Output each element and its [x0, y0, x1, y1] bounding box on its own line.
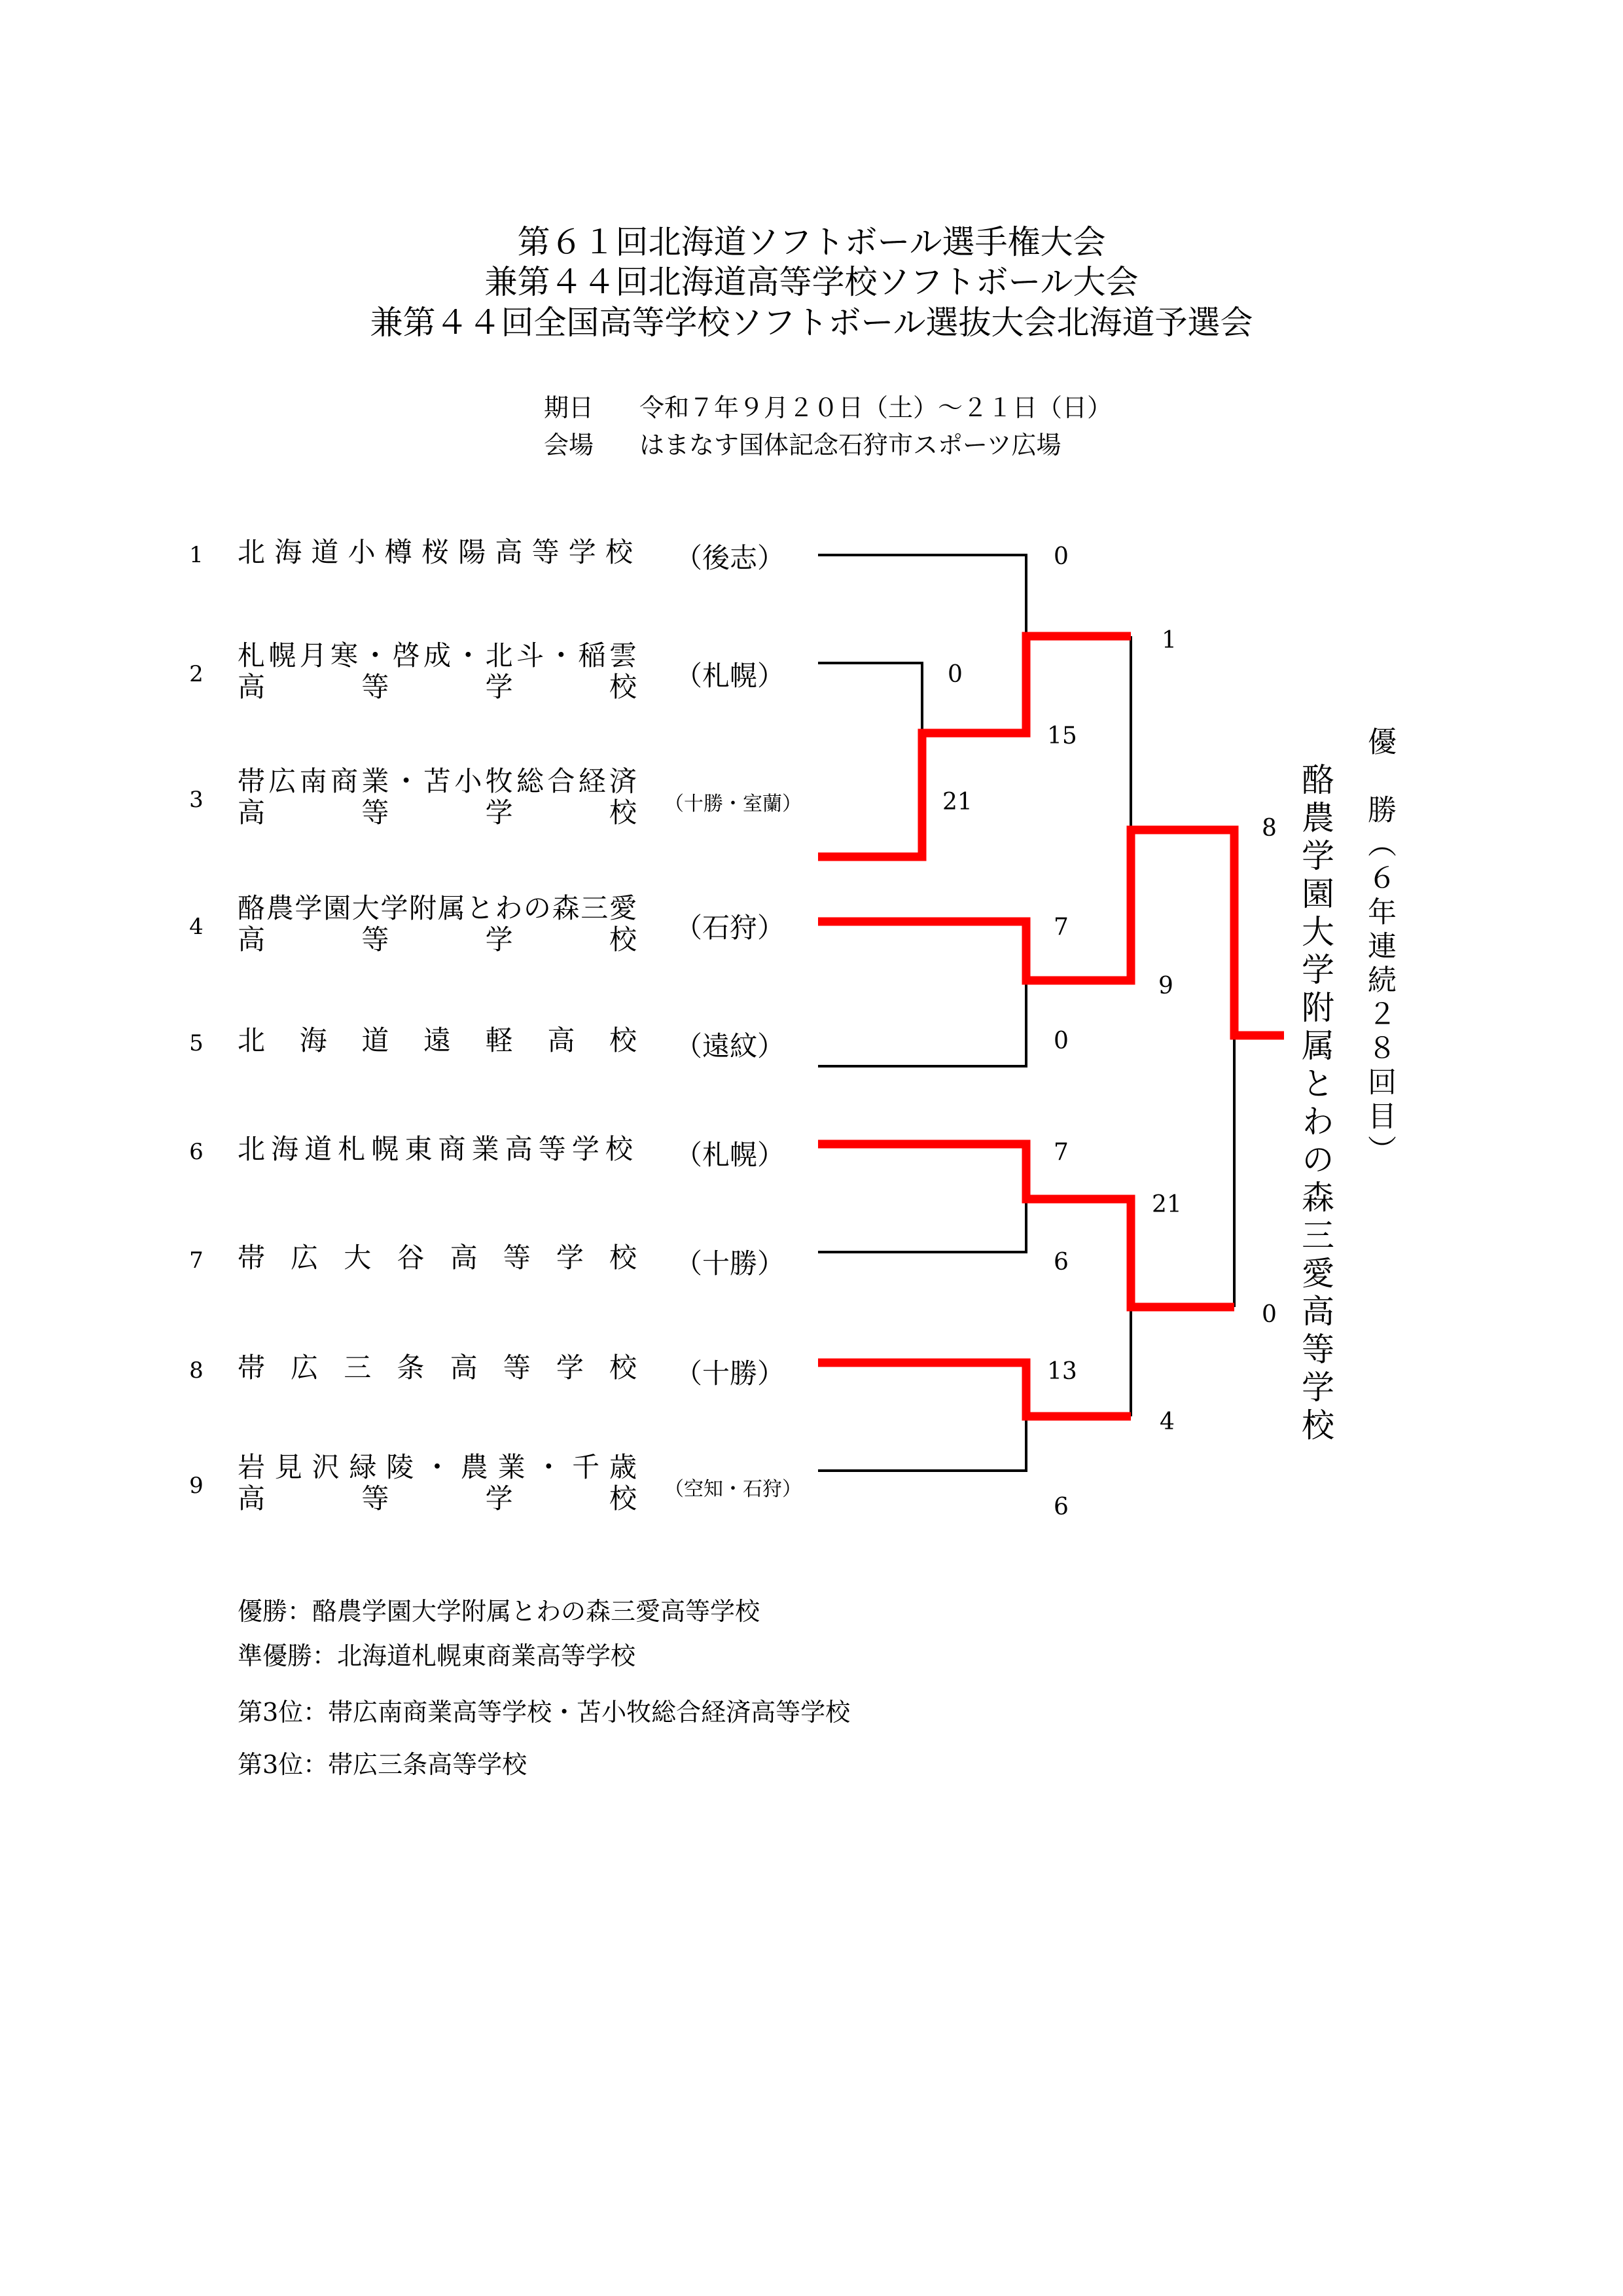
title-line-2: 兼第４４回北海道高等学校ソフトボール大会: [484, 263, 1139, 301]
score-team-8: 13: [1047, 1358, 1077, 1385]
team-name-line: 北海道小樽桜陽高等学校: [238, 536, 637, 568]
score-r2-2-3-winner: 15: [1047, 723, 1077, 749]
team-name-line: 札幌月寒・啓成・北斗・稲雲: [238, 639, 637, 672]
seed-number: 9: [189, 1473, 204, 1499]
score-team-2: 0: [948, 661, 963, 688]
venue-value: はまなす国体記念石狩市スポーツ広場: [639, 431, 1061, 459]
date-value: 令和７年９月２０日（土）～２１日（日）: [639, 393, 1113, 422]
seed-number: 5: [189, 1030, 204, 1056]
team-name-line: 酪農学園大学附属とわの森三愛: [238, 892, 637, 924]
team-region: （十勝・室蘭）: [664, 793, 802, 816]
team-name: [238, 1025, 637, 1056]
team-name-line: 帯広大谷高等学校: [238, 1242, 637, 1274]
team-name: [238, 766, 637, 829]
score-team-4: 7: [1054, 914, 1069, 941]
team-region: （十勝）: [674, 1357, 785, 1390]
team-name-line: 帯広南商業・苫小牧総合経済: [238, 765, 637, 797]
result-runner-up: 準優勝：北海道札幌東商業高等学校: [238, 1641, 636, 1670]
team-region: （遠紋）: [674, 1030, 785, 1062]
venue-label: 会場: [544, 431, 594, 459]
seed-number: 7: [189, 1247, 204, 1274]
score-team-9: 6: [1054, 1494, 1069, 1520]
team-region: （札幌）: [674, 660, 785, 692]
score-team-3: 21: [942, 789, 972, 816]
team-name-line: 北海道遠軽高校: [238, 1024, 637, 1056]
seed-number: 1: [189, 542, 204, 568]
title-line-1: 第６１回北海道ソフトボール選手権大会: [517, 223, 1106, 261]
score-team-6: 7: [1054, 1139, 1069, 1166]
team-name: [238, 640, 637, 703]
team-name: [238, 893, 637, 956]
score-r2-team-1: 1: [1162, 627, 1177, 654]
result-third-1: 第3位：帯広南商業高等学校・苫小牧総合経済高等学校: [238, 1698, 851, 1727]
team-name: [238, 537, 637, 568]
champion-name: 酪農学園大学附属とわの森三愛高等学校: [1296, 762, 1334, 1446]
result-winner: 優勝：酪農学園大学附属とわの森三愛高等学校: [238, 1597, 760, 1626]
bracket-winner-path: [818, 636, 1284, 1416]
team-region: （石狩）: [674, 912, 785, 944]
team-region: （札幌）: [674, 1139, 785, 1171]
seed-number: 3: [189, 787, 204, 813]
seed-number: 2: [189, 661, 204, 687]
team-region: （後志）: [674, 542, 785, 574]
team-name-line: 岩見沢緑陵・農業・千歳: [238, 1451, 637, 1483]
team-name-line: 高等学校: [238, 797, 637, 829]
seed-number: 4: [189, 914, 204, 940]
score-r2-4-5-winner: 9: [1158, 973, 1173, 999]
score-r2-8-9-winner: 4: [1160, 1408, 1175, 1435]
score-final-bottom: 0: [1262, 1301, 1277, 1328]
score-team-7: 6: [1054, 1249, 1069, 1276]
team-name-line: 高等学校: [238, 671, 637, 703]
seed-number: 6: [189, 1139, 204, 1165]
team-name: [238, 1352, 637, 1384]
team-name: [238, 1452, 637, 1515]
team-name-line: 高等学校: [238, 924, 637, 956]
seed-number: 8: [189, 1357, 204, 1384]
champion-label: 優 勝（６年連続２８回目）: [1363, 726, 1396, 1169]
score-team-5: 0: [1054, 1028, 1069, 1054]
score-r2-6-7-winner: 21: [1152, 1191, 1182, 1218]
team-name-line: 帯広三条高等学校: [238, 1352, 637, 1384]
team-name-line: 高等学校: [238, 1482, 637, 1515]
score-team-1: 0: [1054, 543, 1069, 570]
team-region: （十勝）: [674, 1247, 785, 1280]
date-label: 期日: [544, 393, 594, 422]
score-final-top: 8: [1262, 815, 1277, 842]
title-line-3: 兼第４４回全国高等学校ソフトボール選抜大会北海道予選会: [370, 304, 1253, 342]
team-name-line: 北海道札幌東商業高等学校: [238, 1133, 637, 1165]
team-name: [238, 1242, 637, 1274]
team-region: （空知・石狩）: [664, 1478, 802, 1501]
team-name: [238, 1134, 637, 1165]
result-third-2: 第3位：帯広三条高等学校: [238, 1750, 527, 1779]
